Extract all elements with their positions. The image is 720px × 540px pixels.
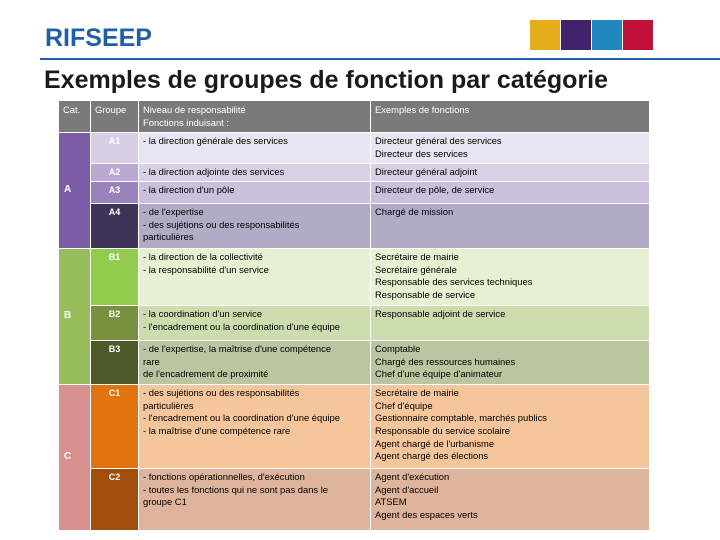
responsibility-line: - fonctions opérationnelles, d'exécution	[143, 471, 305, 483]
header-niveau-line: Fonctions induisant :	[143, 116, 229, 128]
responsibility-line: particulières	[143, 399, 194, 411]
responsibility-line: - la responsabilité d'un service	[143, 263, 269, 275]
group-code-cell: C2	[91, 469, 139, 531]
example-line: Agent des espaces verts	[375, 508, 478, 520]
table-row	[59, 249, 650, 306]
example-line: Comptable	[375, 343, 421, 355]
responsibility-cell	[139, 469, 371, 531]
responsibility-line: - toutes les fonctions qui ne sont pas dans le	[143, 483, 329, 495]
header-niveau	[139, 101, 371, 133]
responsibility-line: - la maîtrise d'une compétence rare	[143, 424, 291, 436]
example-line: Directeur général adjoint	[375, 166, 478, 178]
example-line: Chef d'équipe	[375, 399, 433, 411]
group-code-cell: B1	[91, 249, 139, 306]
group-code-cell: A1	[91, 133, 139, 164]
example-line: Gestionnaire comptable, marchés publics	[375, 412, 547, 424]
responsibility-line: - l'encadrement ou la coordination d'une équipe	[143, 320, 340, 332]
examples-cell	[371, 341, 650, 385]
responsibility-line: - la coordination d'un service	[143, 308, 263, 320]
responsibility-line: - de l'expertise	[143, 206, 204, 218]
responsibility-line: - la direction générale des services	[143, 135, 288, 147]
table-row	[59, 182, 650, 204]
table-row	[59, 469, 650, 531]
responsibility-line: - des sujétions ou des responsabilités	[143, 218, 300, 230]
group-code-cell: C1	[91, 385, 139, 469]
responsibility-cell	[139, 204, 371, 249]
example-line: Agent d'accueil	[375, 483, 439, 495]
group-code-cell: A4	[91, 204, 139, 249]
header-groupe: Groupe	[91, 101, 139, 133]
color-squares	[530, 20, 654, 50]
header-cat: Cat.	[59, 101, 91, 133]
responsibility-cell	[139, 385, 371, 469]
examples-cell	[371, 385, 650, 469]
example-line: Agent chargé des élections	[375, 450, 489, 462]
table-body	[59, 133, 650, 531]
responsibility-line: rare	[143, 355, 160, 367]
examples-cell	[371, 469, 650, 531]
responsibility-line: groupe C1	[143, 496, 187, 508]
example-line: Chargé de mission	[375, 206, 454, 218]
table-container	[58, 100, 649, 532]
group-code-cell: B2	[91, 306, 139, 341]
color-square-purple	[561, 20, 591, 50]
table-header-row	[59, 101, 650, 133]
responsibility-line: particulières	[143, 231, 194, 243]
responsibility-cell	[139, 249, 371, 306]
table-row	[59, 133, 650, 164]
category-cell: C	[59, 385, 91, 531]
color-square-yellow	[530, 20, 560, 50]
function-groups-table	[58, 100, 649, 531]
example-line: Responsable des services techniques	[375, 276, 533, 288]
example-line: Directeur de pôle, de service	[375, 184, 495, 196]
group-code-cell: A2	[91, 164, 139, 182]
header-rule	[40, 58, 720, 60]
table-row	[59, 164, 650, 182]
examples-cell	[371, 204, 650, 249]
responsibility-cell	[139, 341, 371, 385]
responsibility-cell	[139, 306, 371, 341]
responsibility-cell	[139, 133, 371, 164]
responsibility-cell	[139, 182, 371, 204]
example-line: Agent chargé de l'urbanisme	[375, 437, 495, 449]
example-line: Responsable du service scolaire	[375, 424, 510, 436]
responsibility-line: - la direction adjointe des services	[143, 166, 285, 178]
category-cell: A	[59, 133, 91, 249]
examples-cell	[371, 306, 650, 341]
example-line: Chargé des ressources humaines	[375, 355, 516, 367]
table-row	[59, 385, 650, 469]
brand-title: RIFSEEP	[45, 24, 152, 52]
responsibility-cell	[139, 164, 371, 182]
example-line: Secrétaire de mairie	[375, 251, 459, 263]
examples-cell	[371, 133, 650, 164]
examples-cell	[371, 249, 650, 306]
examples-cell	[371, 164, 650, 182]
group-code-cell: A3	[91, 182, 139, 204]
category-cell: B	[59, 249, 91, 385]
table-row	[59, 306, 650, 341]
example-line: Responsable de service	[375, 288, 476, 300]
example-line: Chef d'une équipe d'animateur	[375, 368, 503, 380]
example-line: Responsable adjoint de service	[375, 308, 506, 320]
table-row	[59, 341, 650, 385]
responsibility-line: - l'encadrement ou la coordination d'une équipe	[143, 412, 340, 424]
responsibility-line: de l'encadrement de proximité	[143, 368, 269, 380]
responsibility-line: - de l'expertise, la maîtrise d'une compétence	[143, 343, 332, 355]
color-square-blue	[592, 20, 622, 50]
example-line: ATSEM	[375, 496, 407, 508]
example-line: Directeur général des services	[375, 135, 502, 147]
header-niveau-line: Niveau de responsabilité	[143, 104, 246, 115]
example-line: Directeur des services	[375, 147, 468, 159]
page-subtitle: Exemples de groupes de fonction par catégorie	[44, 66, 609, 94]
color-square-red	[623, 20, 653, 50]
example-line: Agent d'exécution	[375, 471, 450, 483]
example-line: Secrétaire de mairie	[375, 387, 459, 399]
group-code-cell: B3	[91, 341, 139, 385]
responsibility-line: - la direction de la collectivité	[143, 251, 263, 263]
example-line: Secrétaire générale	[375, 263, 457, 275]
table-row	[59, 204, 650, 249]
header-exemples: Exemples de fonctions	[371, 101, 650, 133]
responsibility-line: - des sujétions ou des responsabilités	[143, 387, 300, 399]
responsibility-line: - la direction d'un pôle	[143, 184, 235, 196]
examples-cell	[371, 182, 650, 204]
